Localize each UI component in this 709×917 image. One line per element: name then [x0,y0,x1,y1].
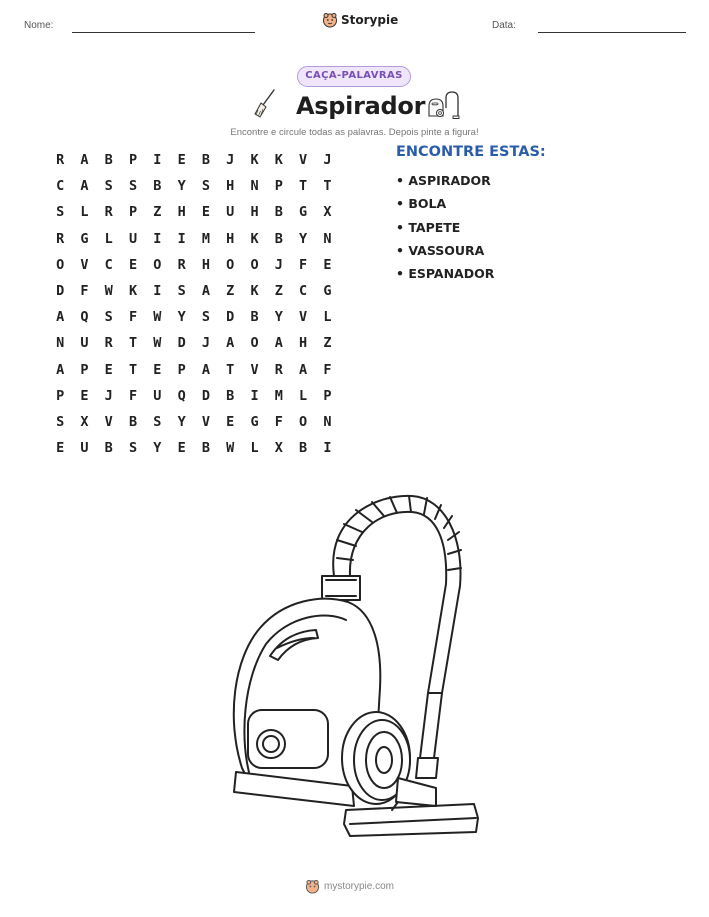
grid-row [48,147,340,173]
grid-cell[interactable]: B [128,413,138,430]
grid-cell[interactable]: W [153,335,162,352]
grid-cell[interactable]: L [80,204,89,221]
grid-cell[interactable]: H [299,335,308,352]
grid-cell[interactable]: W [153,309,162,326]
grid-cell[interactable]: F [80,282,89,299]
grid-cell[interactable]: K [250,152,259,168]
grid-cell[interactable]: R [104,204,113,221]
grid-cell[interactable]: A [226,335,235,352]
brand [322,12,398,28]
grid-cell[interactable]: O [250,256,259,273]
grid-cell[interactable]: Z [274,282,283,299]
grid-cell[interactable]: J [274,256,283,273]
grid-cell[interactable]: L [323,309,332,326]
grid-row [48,330,340,356]
grid-cell[interactable]: S [56,413,65,430]
grid-cell[interactable]: R [274,361,283,378]
grid-cell[interactable]: H [177,204,186,221]
date-line[interactable] [538,32,686,33]
grid-cell[interactable]: B [250,309,259,326]
grid-cell[interactable]: A [274,335,283,352]
grid-cell[interactable]: F [299,256,308,273]
grid-cell[interactable]: Y [153,440,162,457]
grid-cell[interactable]: O [250,335,259,352]
grid-cell[interactable]: C [56,178,65,195]
grid-cell[interactable]: B [299,440,308,457]
grid-cell[interactable]: S [128,440,138,457]
grid-cell[interactable]: E [323,256,332,273]
grid-cell[interactable]: U [80,440,89,457]
grid-cell[interactable]: G [323,282,332,299]
grid-cell[interactable]: F [323,361,332,378]
grid-cell[interactable]: S [153,413,162,430]
grid-row [48,383,340,409]
grid-cell[interactable]: G [80,230,89,247]
grid-cell[interactable]: E [128,256,138,273]
grid-cell[interactable]: I [250,387,259,404]
grid-cell[interactable]: R [104,335,113,352]
grid-cell[interactable]: Y [177,178,186,195]
grid-cell[interactable]: P [128,204,138,221]
page-title: Aspirador [296,92,426,120]
grid-cell[interactable]: A [80,152,89,168]
grid-cell[interactable]: E [177,440,186,457]
grid-cell[interactable]: U [226,204,235,221]
grid-cell[interactable]: L [299,387,308,404]
grid-cell[interactable]: D [201,387,210,404]
grid-cell[interactable]: U [128,230,138,247]
grid-cell[interactable]: P [80,361,89,378]
footer-url: mystorypie.com [324,881,395,892]
grid-cell[interactable]: S [201,309,210,326]
grid-cell[interactable]: J [104,387,113,404]
grid-cell[interactable]: S [56,204,65,221]
grid-cell[interactable]: I [153,230,162,247]
grid-cell[interactable]: I [323,440,332,457]
grid-cell[interactable]: H [201,256,210,273]
grid-cell[interactable]: E [226,413,235,430]
grid-cell[interactable]: B [226,387,235,404]
grid-cell[interactable]: M [274,387,283,404]
grid-cell[interactable]: E [153,361,162,378]
grid-cell[interactable]: A [299,361,308,378]
grid-cell[interactable]: V [201,413,210,430]
grid-cell[interactable]: J [323,152,332,168]
grid-cell[interactable]: W [104,282,113,299]
grid-cell[interactable]: T [226,361,235,378]
grid-cell[interactable]: Q [177,387,186,404]
grid-cell[interactable]: N [323,230,332,247]
grid-cell[interactable]: P [56,387,65,404]
grid-cell[interactable]: K [274,152,283,168]
grid-cell[interactable]: T [128,361,138,378]
grid-cell[interactable]: X [274,440,283,457]
grid-cell[interactable]: Z [153,204,162,221]
grid-cell[interactable]: J [201,335,210,352]
grid-cell[interactable]: W [226,440,235,457]
word-list-item: • BOLA [396,196,447,212]
grid-cell[interactable]: V [250,361,259,378]
grid-cell[interactable]: L [104,230,113,247]
grid-cell[interactable]: A [56,309,65,326]
footer [305,879,394,894]
grid-cell[interactable]: A [56,361,65,378]
grid-cell[interactable]: F [128,387,138,404]
grid-cell[interactable]: R [56,152,65,168]
grid-cell[interactable]: G [250,413,259,430]
grid-row [48,304,340,330]
grid-cell[interactable]: E [80,387,89,404]
grid-cell[interactable]: I [153,152,162,168]
grid-cell[interactable]: L [250,440,259,457]
grid-cell[interactable]: K [250,230,259,247]
word-list [396,172,494,288]
vacuum-cleaner-illustration[interactable] [222,488,492,848]
grid-cell[interactable]: P [323,387,332,404]
grid-cell[interactable]: I [177,230,186,247]
grid-cell[interactable]: U [80,335,89,352]
grid-cell[interactable]: F [128,309,138,326]
grid-cell[interactable]: B [104,152,113,168]
grid-cell[interactable]: N [250,178,259,195]
grid-cell[interactable]: O [299,413,308,430]
find-heading: ENCONTRE ESTAS: [396,144,546,160]
grid-cell[interactable]: D [56,282,65,299]
grid-cell[interactable]: O [153,256,162,273]
instructions: Encontre e circule todas as palavras. Depois pinte a figura! [230,127,479,138]
word-search-grid[interactable] [48,147,340,461]
word-list-item: • TAPETE [396,219,461,235]
grid-cell[interactable]: X [323,204,332,221]
grid-cell[interactable]: E [201,204,210,221]
brand-name: Storypie [341,13,399,27]
grid-cell[interactable]: X [80,413,89,430]
grid-cell[interactable]: N [323,413,332,430]
grid-cell[interactable]: Z [323,335,332,352]
broom-icon [252,88,278,120]
grid-cell[interactable]: D [226,309,235,326]
grid-cell[interactable]: K [250,282,259,299]
grid-cell[interactable]: E [56,440,65,457]
grid-row [48,409,340,435]
storypie-logo-icon [305,879,320,894]
grid-cell[interactable]: D [177,335,186,352]
grid-row [48,226,340,252]
grid-cell[interactable]: V [299,309,308,326]
grid-cell[interactable]: T [299,178,308,195]
grid-cell[interactable]: V [299,152,308,168]
grid-cell[interactable]: Y [177,413,186,430]
grid-cell[interactable]: M [201,230,210,247]
grid-cell[interactable]: V [80,256,89,273]
name-line[interactable] [72,32,255,33]
grid-cell[interactable]: B [274,230,283,247]
grid-cell[interactable]: U [153,387,162,404]
storypie-logo-icon [322,12,338,28]
grid-row [48,435,340,461]
vacuum-mini-icon [426,90,460,120]
grid-cell[interactable]: E [104,361,113,378]
date-label: Data: [492,20,516,31]
grid-cell[interactable]: E [177,152,186,168]
grid-cell[interactable]: N [56,335,65,352]
grid-cell[interactable]: K [128,282,138,299]
grid-cell[interactable]: S [177,282,186,299]
grid-cell[interactable]: B [274,204,283,221]
grid-cell[interactable]: Y [177,309,186,326]
name-label: Nome: [24,20,54,31]
grid-cell[interactable]: Q [80,309,89,326]
grid-cell[interactable]: J [226,152,235,168]
grid-cell[interactable]: I [153,282,162,299]
grid-cell[interactable]: Y [299,230,308,247]
grid-cell[interactable]: P [177,361,186,378]
grid-cell[interactable]: R [56,230,65,247]
grid-cell[interactable]: Z [226,282,235,299]
grid-cell[interactable]: A [201,361,210,378]
grid-cell[interactable]: G [299,204,308,221]
grid-cell[interactable]: A [201,282,210,299]
grid-cell[interactable]: S [128,178,138,195]
grid-cell[interactable]: O [226,256,235,273]
grid-cell[interactable]: P [274,178,283,195]
grid-cell[interactable]: B [104,440,113,457]
category-badge: CAÇA-PALAVRAS [297,66,411,87]
grid-cell[interactable]: T [128,335,138,352]
grid-cell[interactable]: B [201,440,210,457]
grid-cell[interactable]: Y [274,309,283,326]
word-list-item: • VASSOURA [396,242,485,258]
word-list-item: • ESPANADOR [396,266,495,282]
grid-cell[interactable]: C [299,282,308,299]
grid-cell[interactable]: R [177,256,186,273]
grid-row [48,357,340,383]
grid-row [48,173,340,199]
grid-cell[interactable]: F [274,413,283,430]
grid-row [48,199,340,225]
grid-cell[interactable]: C [104,256,113,273]
grid-cell[interactable]: A [80,178,89,195]
grid-row [48,278,340,304]
grid-cell[interactable]: S [104,309,113,326]
grid-cell[interactable]: T [323,178,332,195]
grid-cell[interactable]: B [201,152,210,168]
grid-cell[interactable]: S [201,178,210,195]
grid-cell[interactable]: V [104,413,113,430]
grid-cell[interactable]: H [226,178,235,195]
grid-cell[interactable]: B [153,178,162,195]
grid-cell[interactable]: P [128,152,138,168]
grid-cell[interactable]: S [104,178,113,195]
word-list-item: • ASPIRADOR [396,173,491,188]
grid-cell[interactable]: O [56,256,65,273]
grid-cell[interactable]: H [226,230,235,247]
grid-cell[interactable]: H [250,204,259,221]
grid-row [48,252,340,278]
